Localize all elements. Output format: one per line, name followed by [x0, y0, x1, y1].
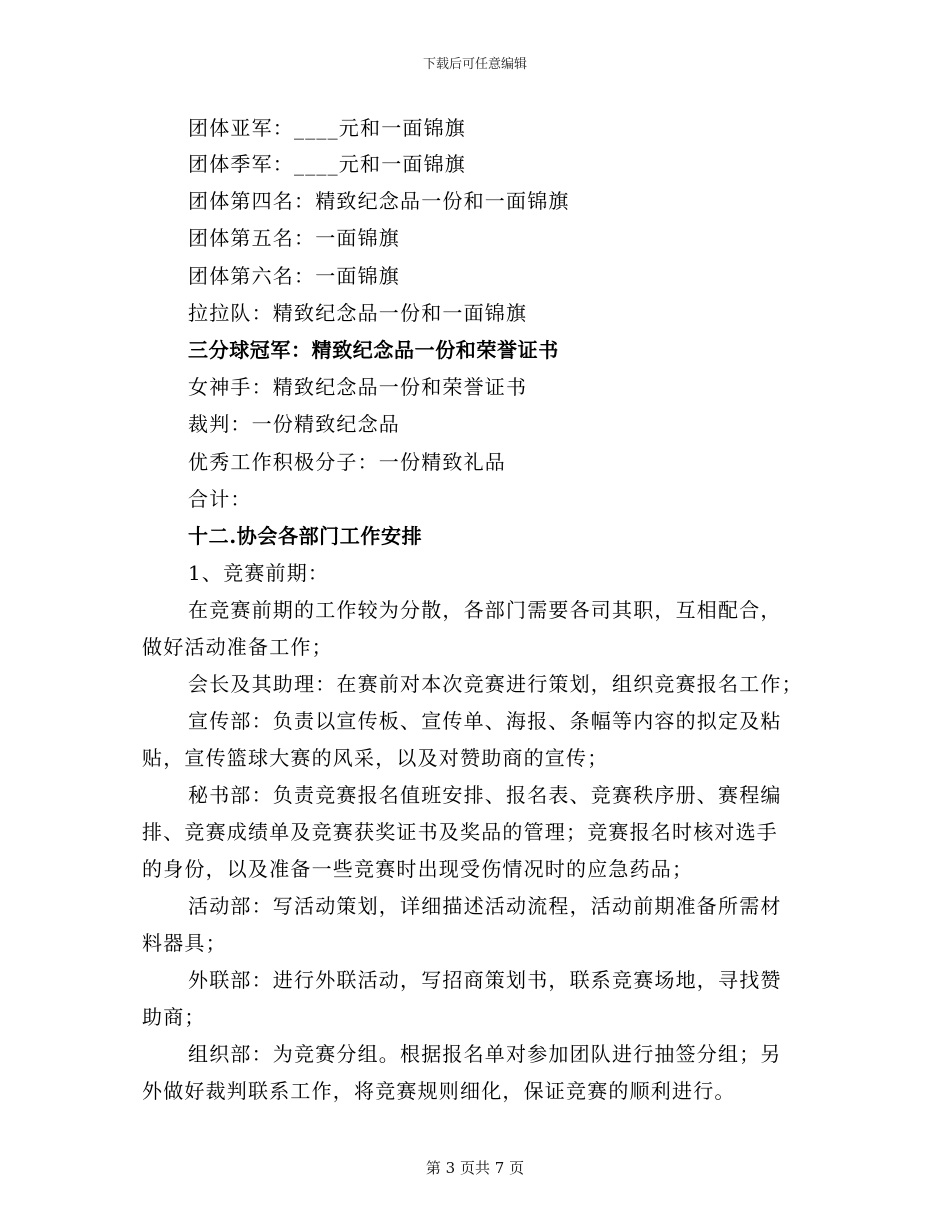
paragraph-line: 助商； [142, 1005, 206, 1029]
prize-team-fourth: 团体第四名：精致纪念品一份和一面锦旗 [188, 189, 570, 213]
prize-female-shooter: 女神手：精致纪念品一份和荣誉证书 [188, 375, 528, 399]
subsection-heading: 1、竞赛前期： [188, 561, 330, 585]
prize-total: 合计： [188, 487, 252, 511]
paragraph-line: 料器具； [142, 931, 227, 955]
paragraph-line: 会长及其助理：在赛前对本次竞赛进行策划，组织竞赛报名工作； [188, 672, 803, 696]
paragraph-line: 活动部：写活动策划，详细描述活动流程，活动前期准备所需材 [188, 894, 782, 918]
paragraph-line: 在竞赛前期的工作较为分散，各部门需要各司其职，互相配合， [188, 598, 782, 622]
paragraph-line: 宣传部：负责以宣传板、宣传单、海报、条幅等内容的拟定及粘 [188, 709, 782, 733]
prize-team-fifth: 团体第五名：一面锦旗 [188, 226, 400, 250]
page-number: 第 3 页共 7 页 [425, 1159, 525, 1177]
prize-cheerleaders: 拉拉队：精致纪念品一份和一面锦旗 [188, 301, 528, 325]
paragraph-line: 组织部：为竞赛分组。根据报名单对参加团队进行抽签分组；另 [188, 1042, 782, 1066]
paragraph-line: 排、竞赛成绩单及竞赛获奖证书及奖品的管理；竞赛报名时核对选手 [142, 820, 778, 844]
paragraph-line: 秘书部：负责竞赛报名值班安排、报名表、竞赛秩序册、赛程编 [188, 783, 782, 807]
prize-outstanding-worker: 优秀工作积极分子：一份精致礼品 [188, 450, 506, 474]
prize-three-point-champion: 三分球冠军：精致纪念品一份和荣誉证书 [188, 338, 559, 362]
paragraph-line: 外做好裁判联系工作，将竞赛规则细化，保证竞赛的顺利进行。 [142, 1079, 736, 1103]
prize-team-sixth: 团体第六名：一面锦旗 [188, 264, 400, 288]
prize-referee: 裁判：一份精致纪念品 [188, 412, 400, 436]
page-header: 下载后可任意编辑 [422, 57, 527, 72]
paragraph-line: 外联部：进行外联活动，写招商策划书，联系竞赛场地，寻找赞 [188, 968, 782, 992]
paragraph-line: 做好活动准备工作； [142, 635, 333, 659]
section-heading: 十二.协会各部门工作安排 [188, 524, 423, 548]
paragraph-line: 贴，宣传篮球大赛的风采，以及对赞助商的宣传； [142, 746, 609, 770]
prize-team-third: 团体季军：____元和一面锦旗 [188, 152, 466, 176]
prize-team-runner-up: 团体亚军：____元和一面锦旗 [188, 116, 466, 140]
paragraph-line: 的身份，以及准备一些竞赛时出现受伤情况时的应急药品； [142, 857, 694, 881]
